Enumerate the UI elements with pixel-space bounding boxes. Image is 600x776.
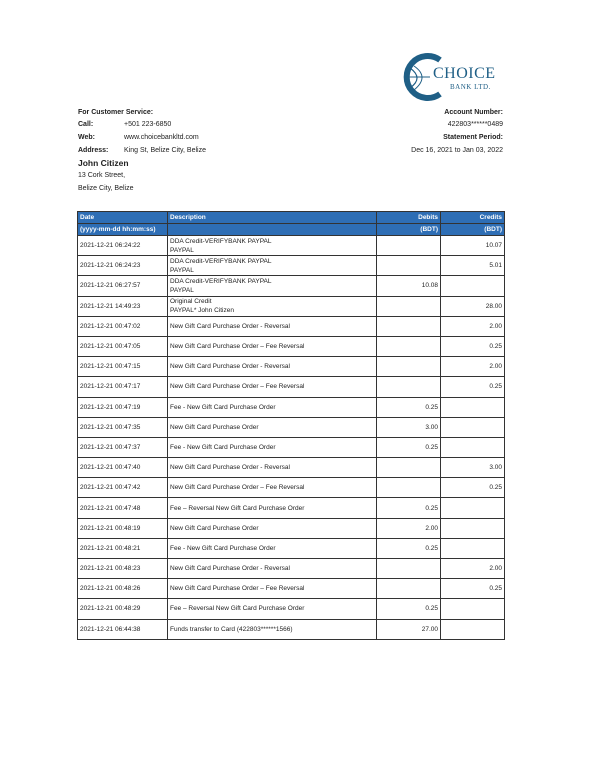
row-credit: 2.00 — [441, 559, 505, 579]
row-date: 2021-12-21 00:47:40 — [78, 458, 168, 478]
table-row — [78, 256, 505, 276]
row-debit — [377, 336, 441, 356]
row-credit: 5.01 — [441, 256, 505, 276]
row-debit: 0.25 — [377, 538, 441, 558]
transactions-table — [77, 211, 505, 640]
header-description-sub — [168, 224, 377, 236]
header-debits: Debits — [377, 212, 441, 224]
row-description-line1: New Gift Card Purchase Order — [170, 423, 259, 431]
customer-street: 13 Cork Street, — [78, 172, 126, 179]
row-date: 2021-12-21 00:47:05 — [78, 336, 168, 356]
customer-city: Belize City, Belize — [78, 185, 134, 192]
table-row — [78, 417, 505, 437]
row-credit — [441, 397, 505, 417]
row-description — [168, 437, 377, 457]
row-debit: 0.25 — [377, 498, 441, 518]
row-date: 2021-12-21 06:27:57 — [78, 276, 168, 296]
statement-period-value: Dec 16, 2021 to Jan 03, 2022 — [411, 147, 503, 154]
web-value: www.choicebankltd.com — [124, 134, 199, 141]
row-description-line1: Funds transfer to Card (422803******1566) — [170, 625, 293, 633]
row-description — [168, 559, 377, 579]
row-date: 2021-12-21 00:47:15 — [78, 357, 168, 377]
row-description-line1: Original Credit — [170, 298, 212, 306]
header-description: Description — [168, 212, 377, 224]
row-debit: 2.00 — [377, 518, 441, 538]
header-debits-currency: (BDT) — [377, 224, 441, 236]
row-description-line1: New Gift Card Purchase Order - Reversal — [170, 363, 290, 371]
row-credit: 3.00 — [441, 458, 505, 478]
row-description-line1: DDA Credit-VERIFYBANK PAYPAL — [170, 257, 272, 265]
row-credit: 0.25 — [441, 336, 505, 356]
table-header — [78, 212, 505, 236]
row-date: 2021-12-21 00:47:19 — [78, 397, 168, 417]
row-description-line1: Fee – Reversal New Gift Card Purchase Order — [170, 504, 305, 512]
row-credit: 0.25 — [441, 579, 505, 599]
row-description — [168, 336, 377, 356]
row-description — [168, 599, 377, 619]
header-credits: Credits — [441, 212, 505, 224]
row-date: 2021-12-21 00:47:02 — [78, 316, 168, 336]
row-debit: 27.00 — [377, 619, 441, 639]
row-date: 2021-12-21 00:48:21 — [78, 538, 168, 558]
row-description — [168, 276, 377, 296]
row-credit: 0.25 — [441, 478, 505, 498]
row-description-line1: DDA Credit-VERIFYBANK PAYPAL — [170, 277, 272, 285]
table-row — [78, 538, 505, 558]
header-credits-currency: (BDT) — [441, 224, 505, 236]
table-row — [78, 296, 505, 316]
row-description — [168, 538, 377, 558]
row-description-line1: Fee – Reversal New Gift Card Purchase Order — [170, 605, 305, 613]
row-credit: 2.00 — [441, 357, 505, 377]
row-description-line1: New Gift Card Purchase Order – Fee Reversal — [170, 343, 305, 351]
row-credit — [441, 538, 505, 558]
row-debit — [377, 357, 441, 377]
row-date: 2021-12-21 00:48:23 — [78, 559, 168, 579]
row-debit: 3.00 — [377, 417, 441, 437]
row-description — [168, 236, 377, 256]
row-debit — [377, 478, 441, 498]
table-row — [78, 377, 505, 397]
table-row — [78, 619, 505, 639]
row-description-line2: PAYPAL — [170, 286, 194, 294]
table-row — [78, 559, 505, 579]
row-description — [168, 579, 377, 599]
row-description-line1: New Gift Card Purchase Order - Reversal — [170, 464, 290, 472]
row-debit — [377, 316, 441, 336]
table-row — [78, 397, 505, 417]
row-credit: 0.25 — [441, 377, 505, 397]
row-description — [168, 296, 377, 316]
row-description — [168, 397, 377, 417]
row-date: 2021-12-21 00:48:19 — [78, 518, 168, 538]
row-date: 2021-12-21 06:44:38 — [78, 619, 168, 639]
row-credit — [441, 619, 505, 639]
table-row — [78, 236, 505, 256]
row-debit — [377, 236, 441, 256]
table-row — [78, 498, 505, 518]
row-description — [168, 619, 377, 639]
row-credit — [441, 599, 505, 619]
customer-name: John Citizen — [78, 158, 129, 168]
customer-service-title: For Customer Service: — [78, 109, 154, 116]
row-description — [168, 256, 377, 276]
row-description-line2: PAYPAL* John Citizen — [170, 307, 234, 315]
row-description-line1: Fee - New Gift Card Purchase Order — [170, 443, 276, 451]
address-label: Address: — [78, 147, 109, 154]
table-body — [78, 236, 505, 640]
row-credit — [441, 417, 505, 437]
bank-name: CHOICE — [433, 65, 496, 82]
table-row — [78, 579, 505, 599]
row-date: 2021-12-21 00:48:26 — [78, 579, 168, 599]
row-description — [168, 377, 377, 397]
table-row — [78, 437, 505, 457]
account-number-label: Account Number: — [444, 109, 503, 116]
row-description-line1: New Gift Card Purchase Order — [170, 524, 259, 532]
row-description-line1: Fee - New Gift Card Purchase Order — [170, 403, 276, 411]
row-credit — [441, 276, 505, 296]
statement-period-label: Statement Period: — [443, 134, 503, 141]
row-credit: 2.00 — [441, 316, 505, 336]
row-description — [168, 357, 377, 377]
web-label: Web: — [78, 134, 95, 141]
row-date: 2021-12-21 00:47:17 — [78, 377, 168, 397]
row-credit — [441, 518, 505, 538]
row-description — [168, 518, 377, 538]
table-row — [78, 458, 505, 478]
header-date: Date — [78, 212, 168, 224]
row-description-line1: New Gift Card Purchase Order – Fee Reversal — [170, 585, 305, 593]
row-description-line1: New Gift Card Purchase Order - Reversal — [170, 322, 290, 330]
row-description-line1: New Gift Card Purchase Order - Reversal — [170, 565, 290, 573]
table-row — [78, 599, 505, 619]
table-row — [78, 316, 505, 336]
row-description-line2: PAYPAL — [170, 246, 194, 254]
bank-subtitle: BANK LTD. — [450, 83, 491, 91]
call-label: Call: — [78, 121, 94, 128]
table-row — [78, 518, 505, 538]
row-date: 2021-12-21 06:24:23 — [78, 256, 168, 276]
row-date: 2021-12-21 00:48:29 — [78, 599, 168, 619]
address-value: King St, Belize City, Belize — [124, 147, 206, 154]
row-description-line2: PAYPAL — [170, 266, 194, 274]
row-description-line1: DDA Credit-VERIFYBANK PAYPAL — [170, 237, 272, 245]
row-description — [168, 478, 377, 498]
row-description — [168, 458, 377, 478]
table-row — [78, 478, 505, 498]
row-date: 2021-12-21 00:47:48 — [78, 498, 168, 518]
row-credit — [441, 498, 505, 518]
row-date: 2021-12-21 00:47:35 — [78, 417, 168, 437]
row-debit — [377, 296, 441, 316]
table-row — [78, 276, 505, 296]
row-credit: 10.07 — [441, 236, 505, 256]
row-debit: 10.08 — [377, 276, 441, 296]
header-date-format: (yyyy-mm-dd hh:mm:ss) — [78, 224, 168, 236]
account-number-value: 422803******0489 — [447, 121, 503, 128]
row-description — [168, 498, 377, 518]
row-date: 2021-12-21 00:47:42 — [78, 478, 168, 498]
row-description — [168, 316, 377, 336]
row-debit — [377, 579, 441, 599]
bank-logo — [400, 52, 510, 102]
row-credit — [441, 437, 505, 457]
row-description-line1: New Gift Card Purchase Order – Fee Reversal — [170, 383, 305, 391]
row-credit: 28.00 — [441, 296, 505, 316]
row-description — [168, 417, 377, 437]
row-debit: 0.25 — [377, 599, 441, 619]
row-description-line1: New Gift Card Purchase Order – Fee Reversal — [170, 484, 305, 492]
row-debit — [377, 377, 441, 397]
table-row — [78, 336, 505, 356]
row-debit — [377, 458, 441, 478]
row-debit: 0.25 — [377, 397, 441, 417]
row-date: 2021-12-21 14:49:23 — [78, 296, 168, 316]
row-debit — [377, 559, 441, 579]
table-row — [78, 357, 505, 377]
row-date: 2021-12-21 00:47:37 — [78, 437, 168, 457]
row-description-line1: Fee - New Gift Card Purchase Order — [170, 544, 276, 552]
row-debit: 0.25 — [377, 437, 441, 457]
call-value: +501 223-6850 — [124, 121, 172, 128]
row-date: 2021-12-21 06:24:22 — [78, 236, 168, 256]
row-debit — [377, 256, 441, 276]
